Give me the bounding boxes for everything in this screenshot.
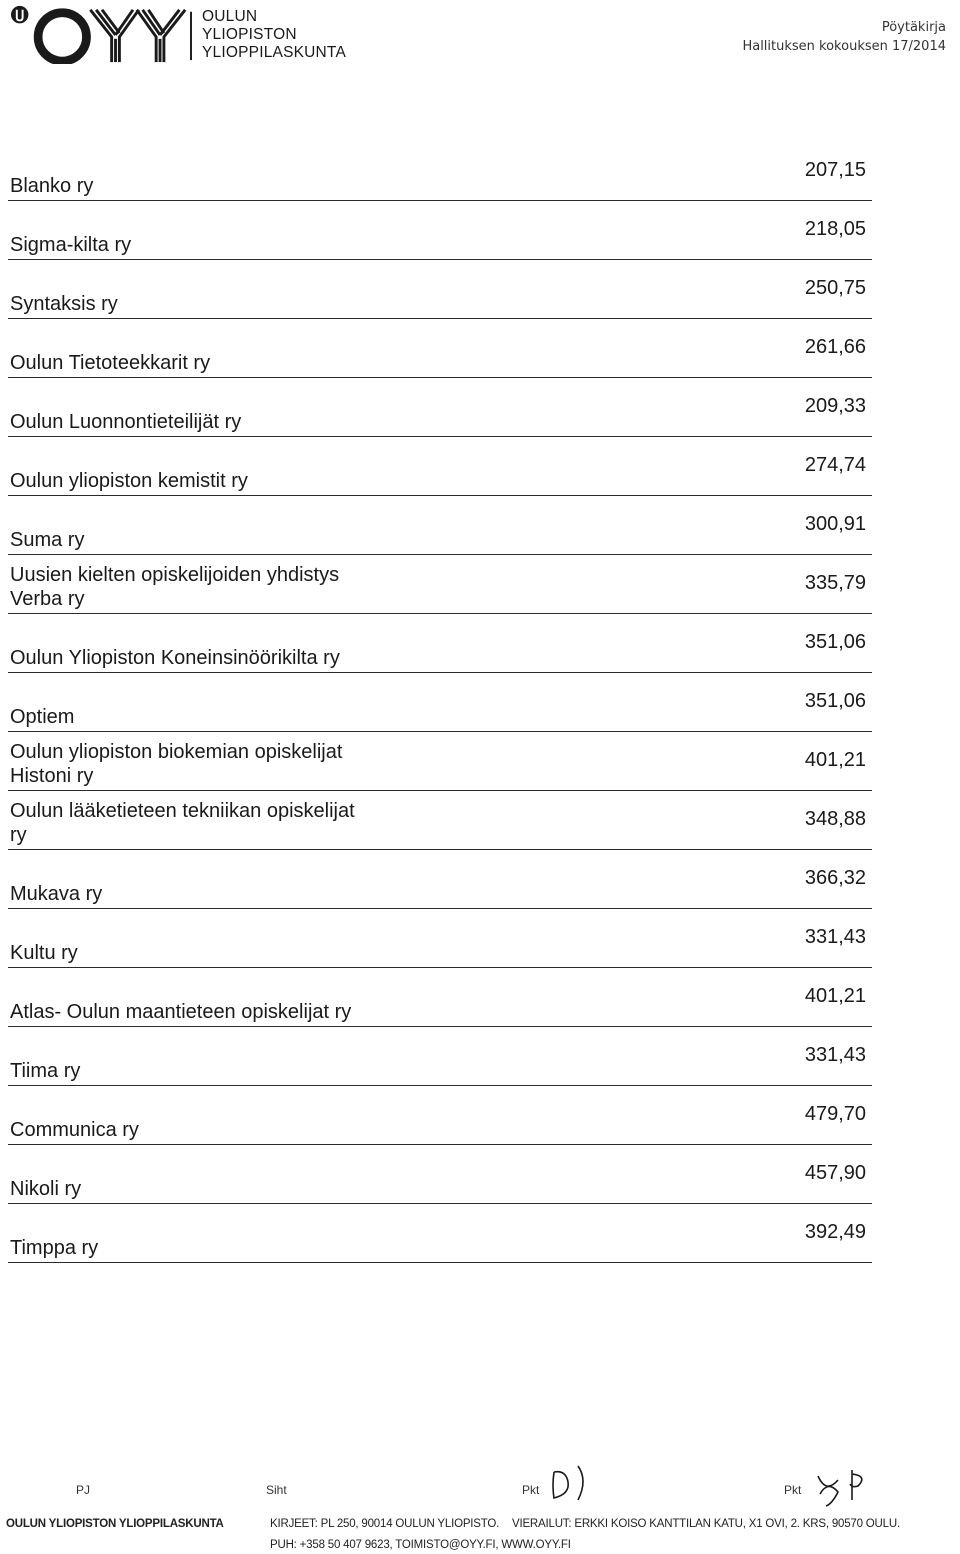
association-name: Syntaksis ry	[8, 260, 716, 319]
association-amount: 351,06	[716, 614, 872, 673]
table-row	[8, 142, 872, 201]
association-name: Suma ry	[8, 496, 716, 555]
association-amount: 207,15	[716, 142, 872, 201]
table-row	[8, 791, 872, 850]
association-name: Oulun Yliopiston Koneinsinöörikilta ry	[8, 614, 716, 673]
footer-postal-address: KIRJEET: PL 250, 90014 OULUN YLIOPISTO.	[270, 1518, 500, 1530]
association-amount: 457,90	[716, 1145, 872, 1204]
table-row	[8, 378, 872, 437]
association-name: Atlas- Oulun maantieteen opiskelijat ry	[8, 968, 716, 1027]
org-name	[202, 8, 346, 62]
association-amount: 348,88	[716, 791, 872, 850]
pkt-label-1: Pkt	[522, 1483, 540, 1497]
association-name: Uusien kielten opiskelijoiden yhdistys Verba ry	[8, 555, 716, 614]
table-row	[8, 732, 872, 791]
association-name: Oulun lääketieteen tekniikan opiskelijat ry	[8, 791, 716, 850]
table-row	[8, 909, 872, 968]
association-name: Oulun Tietoteekkarit ry	[8, 319, 716, 378]
document-type: Pöytäkirja	[881, 20, 946, 35]
table-row	[8, 1086, 872, 1145]
association-name: Optiem	[8, 673, 716, 732]
siht-label: Siht	[266, 1483, 287, 1497]
initials-signature-1	[548, 1464, 598, 1504]
association-name: Mukava ry	[8, 850, 716, 909]
association-name: Blanko ry	[8, 142, 716, 201]
association-amount: 331,43	[716, 1027, 872, 1086]
association-amount: 274,74	[716, 437, 872, 496]
signature-row	[0, 1470, 960, 1510]
table-row	[8, 437, 872, 496]
table-row	[8, 1145, 872, 1204]
document-header	[742, 18, 946, 56]
footer-contact: PUH: +358 50 407 9623, TOIMISTO@OYY.FI, WWW.OYY.FI	[270, 1539, 571, 1551]
footer-org-name: OULUN YLIOPISTON YLIOPPILASKUNTA	[6, 1518, 224, 1530]
association-name: Tiima ry	[8, 1027, 716, 1086]
pj-label: PJ	[76, 1483, 91, 1497]
table-row	[8, 614, 872, 673]
association-amount: 209,33	[716, 378, 872, 437]
association-amount: 392,49	[716, 1204, 872, 1263]
meeting-reference: Hallituksen kokouksen 17/2014	[742, 39, 946, 54]
association-name: Oulun yliopiston kemistit ry	[8, 437, 716, 496]
table-row	[8, 319, 872, 378]
table-row	[8, 555, 872, 614]
association-rows	[8, 142, 872, 1263]
association-amount: 335,79	[716, 555, 872, 614]
association-amount: 300,91	[716, 496, 872, 555]
org-name-line3: YLIOPPILASKUNTA	[202, 44, 346, 61]
table-row	[8, 201, 872, 260]
association-amount: 366,32	[716, 850, 872, 909]
table-row	[8, 260, 872, 319]
association-amount-table	[8, 142, 872, 1263]
table-row	[8, 1027, 872, 1086]
table-row	[8, 496, 872, 555]
association-amount: 401,21	[716, 968, 872, 1027]
association-name: Kultu ry	[8, 909, 716, 968]
table-row	[8, 673, 872, 732]
initials-signature-2	[812, 1464, 872, 1508]
association-amount: 351,06	[716, 673, 872, 732]
association-name: Timppa ry	[8, 1204, 716, 1263]
association-name: Communica ry	[8, 1086, 716, 1145]
org-name-line1: OULUN	[202, 8, 258, 25]
footer-visiting-address: VIERAILUT: ERKKI KOISO KANTTILAN KATU, X1 OVI, 2. KRS, 90570 OULU.	[512, 1518, 900, 1530]
association-amount: 479,70	[716, 1086, 872, 1145]
association-name: Nikoli ry	[8, 1145, 716, 1204]
association-amount: 331,43	[716, 909, 872, 968]
table-row	[8, 1204, 872, 1263]
association-name: Sigma-kilta ry	[8, 201, 716, 260]
table-row	[8, 968, 872, 1027]
association-name: Oulun Luonnontieteilijät ry	[8, 378, 716, 437]
association-amount: 250,75	[716, 260, 872, 319]
oyy-logo	[6, 4, 196, 64]
association-amount: 218,05	[716, 201, 872, 260]
table-row	[8, 850, 872, 909]
association-name: Oulun yliopiston biokemian opiskelijat Histoni ry	[8, 732, 716, 791]
association-amount: 401,21	[716, 732, 872, 791]
org-name-line2: YLIOPISTON	[202, 26, 297, 43]
association-amount: 261,66	[716, 319, 872, 378]
pkt-label-2: Pkt	[784, 1483, 802, 1497]
